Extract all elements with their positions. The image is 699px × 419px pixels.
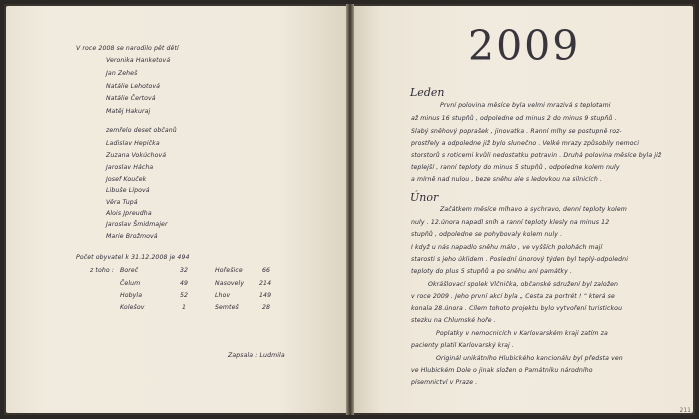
table-cell: Nasovely — [215, 280, 245, 287]
section-heading-january: Leden — [410, 86, 445, 99]
left-page — [6, 6, 346, 413]
text-line: Okrášlovací spolek Vlčnička, občanské sdružení byl založen — [428, 281, 619, 288]
text-line: pacienty platil Karlovarský kraj . — [411, 342, 514, 349]
text-line: prostřely a odpoledne již bylo slunečno . Velké mrazy způsobily nemoci — [411, 140, 640, 147]
text-line: nuly . 12.února napadl sníh a ranní teploty klesly na minus 12 — [411, 219, 610, 226]
text-line: stezku na Chlumské hoře . — [411, 317, 496, 324]
table-cell: Lhov — [215, 292, 231, 299]
text-line: storstorů s roticemi kvůli nedostatku potravin . Druhá polovina měsíce byla již — [411, 152, 662, 159]
table-cell: 52 — [180, 292, 189, 299]
text-line: v roce 2009 . Jeho první akcí byla „ Cesta za portrét ! “ která se — [411, 293, 615, 300]
death-name: Jaroslav Šmidmajer — [106, 221, 168, 228]
text-line: Originál unikátního Hlubického kancionálu byl předsta ven — [436, 355, 623, 362]
death-name: Marie Brožmová — [106, 233, 158, 240]
text-line: Slabý sněhový poprašek , jinovatka . Ranní mlhy se postupně roz- — [411, 128, 622, 135]
text-line: První polovina měsíce byla velmi mrazivá s teplotami — [440, 102, 611, 109]
text-line: teplejší , ranní teploty do minus 5 stupňů , odpoledne kolem nuly — [411, 164, 620, 171]
death-name: Libuše Lípová — [106, 187, 150, 194]
table-cell: Semteš — [215, 304, 239, 311]
death-name: Věra Tupá — [106, 199, 138, 206]
death-name: Zuzana Vokúchová — [106, 152, 167, 159]
table-cell: 32 — [180, 267, 189, 274]
text-line: starosti s jeho úklidem . Poslední únorový týden byl teplý-odpoledni — [411, 256, 629, 263]
text-line: konala 28.února . Cílem tohoto projektu bylo vytvoření turistickou — [411, 305, 623, 312]
text-line: I když u nás napadlo sněhu málo , ve vyšších polohách mají — [411, 244, 603, 251]
table-cell: Boreč — [120, 267, 139, 274]
death-name: Jaroslav Hácha — [106, 164, 154, 171]
table-cell: 28 — [262, 304, 271, 311]
table-cell: Hořešice — [215, 267, 243, 274]
table-cell: 66 — [262, 267, 271, 274]
birth-name: Natálie Čertová — [106, 95, 156, 102]
text-line: ve Hlubickém Dole o jinak složen o Památníku národního — [411, 367, 593, 374]
year-heading: 2009 — [468, 22, 581, 70]
text-line: až minus 16 stupňů , odpoledne od minus 2 do minus 9 stupňů . — [411, 115, 617, 122]
table-cell: z toho : — [90, 267, 114, 274]
table-cell: Hobyla — [120, 292, 143, 299]
population-line: Počet obyvatel k 31.12.2008 je 494 — [76, 254, 190, 261]
deaths-intro: zemřelo deset občanů — [106, 127, 177, 134]
table-cell: 1 — [182, 304, 187, 311]
text-line: a mírně nad nulou , beze sněhu ale s ledovkou na silnicích . — [411, 176, 603, 183]
text-line: Začátkem měsíce mlhavo a sychravo, denní teploty kolem — [440, 206, 627, 213]
book-gutter — [346, 4, 354, 415]
table-cell: Kolešov — [120, 304, 145, 311]
birth-name: Jan Zeheš — [106, 70, 138, 77]
birth-name: Matěj Hakuraj — [106, 108, 151, 115]
signature: Zapsala : Ludmila — [228, 352, 285, 359]
table-cell: 149 — [259, 292, 272, 299]
birth-name: Natálie Lehotová — [106, 83, 161, 90]
text-line: stupňů , odpoledne se pohybovaly kolem nuly . — [411, 231, 563, 238]
page-number: 211 — [679, 407, 691, 414]
table-cell: Čelum — [120, 280, 141, 287]
death-name: Alois Jpreudha — [106, 210, 152, 217]
table-cell: 214 — [259, 280, 272, 287]
section-heading-february: Únor — [410, 191, 439, 204]
text-line: Poplatky v nemocnicích v Karlovarském kraji zatím za — [436, 330, 608, 337]
death-name: Josef Kouček — [106, 176, 147, 183]
text-line: teploty do plus 5 stupňů a po sněhu ani památky . — [411, 268, 573, 275]
text-line: písemnictví v Praze . — [411, 379, 478, 386]
death-name: Ladislav Hepička — [106, 140, 160, 147]
birth-name: Veronika Hanketová — [106, 57, 171, 64]
births-intro: V roce 2008 se narodilo pět dětí — [76, 45, 179, 52]
table-cell: 49 — [180, 280, 189, 287]
